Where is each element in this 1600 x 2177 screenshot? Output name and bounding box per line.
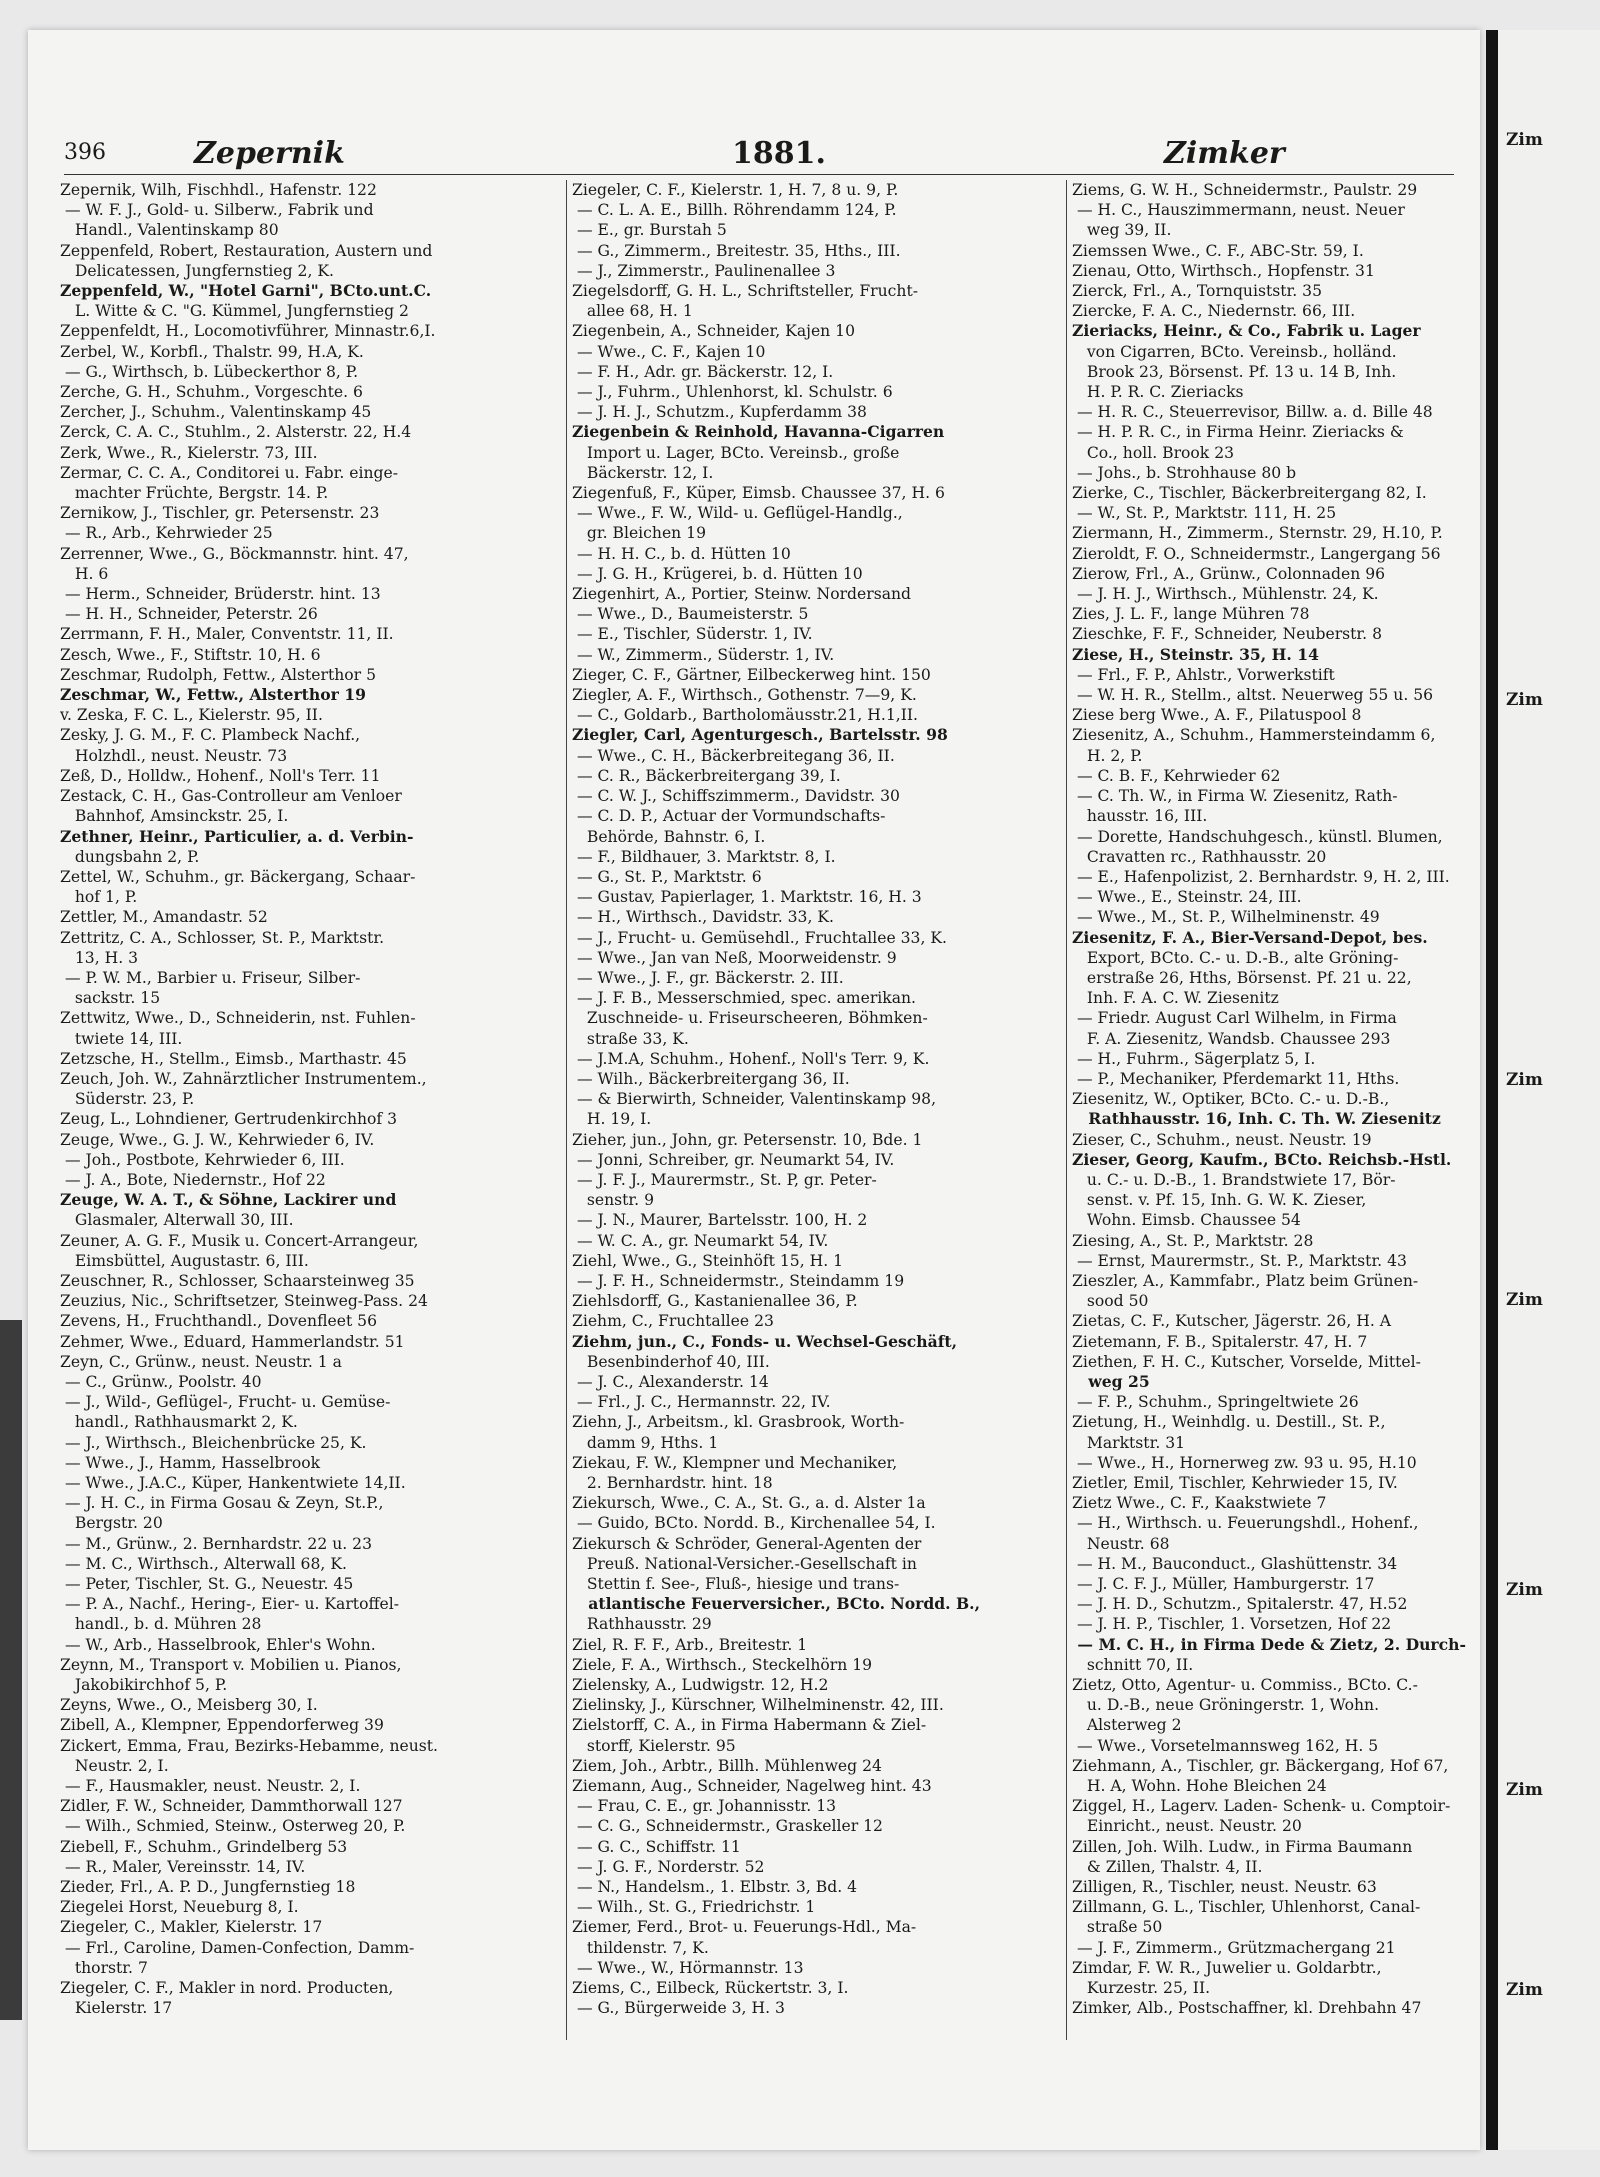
directory-entry-line: Zillmann, G. L., Tischler, Uhlenhorst, Canal- bbox=[1072, 1898, 1421, 1917]
directory-entry-line: — Wwe., H., Hornerweg zw. 93 u. 95, H.10 bbox=[1072, 1453, 1417, 1472]
directory-entry-line: — Wilh., Schmied, Steinw., Osterweg 20, P. bbox=[60, 1817, 406, 1836]
directory-entry-line: Ziethen, F. H. C., Kutscher, Vorselde, Mittel- bbox=[1072, 1352, 1421, 1371]
directory-entry-line: Ziem, Joh., Arbtr., Billh. Mühlenweg 24 bbox=[572, 1756, 882, 1775]
directory-entry-line: — J. C. F. J., Müller, Hamburgerstr. 17 bbox=[1072, 1575, 1375, 1594]
directory-entry-line: H. A, Wohn. Hohe Bleichen 24 bbox=[1072, 1777, 1327, 1796]
directory-entry-line: — Ernst, Maurermstr., St. P., Marktstr. 43 bbox=[1072, 1251, 1407, 1270]
directory-entry-line: — Wwe., J., Hamm, Hasselbrook bbox=[60, 1453, 321, 1472]
directory-entry-line: Kielerstr. 17 bbox=[60, 1999, 173, 2018]
directory-entry-line: H. P. R. C. Zieriacks bbox=[1072, 383, 1244, 402]
directory-entry-line: — W., Zimmerm., Süderstr. 1, IV. bbox=[572, 645, 835, 664]
directory-entry-line: — Wilh., St. G., Friedrichstr. 1 bbox=[572, 1898, 816, 1917]
directory-entry-line: — J. A., Bote, Niedernstr., Hof 22 bbox=[60, 1170, 326, 1189]
directory-entry-line: Zettel, W., Schuhm., gr. Bäckergang, Schaar- bbox=[60, 867, 416, 886]
directory-entry-line: weg 39, II. bbox=[1072, 221, 1172, 240]
next-page-fragment: Zim bbox=[1506, 130, 1543, 150]
directory-entry-line: Zerche, G. H., Schuhm., Vorgeschte. 6 bbox=[60, 383, 363, 402]
directory-entry-line: — C. L. A. E., Billh. Röhrendamm 124, P. bbox=[572, 201, 897, 220]
directory-entry-line: sackstr. 15 bbox=[60, 989, 161, 1008]
directory-entry-line: damm 9, Hths. 1 bbox=[572, 1433, 719, 1452]
directory-entry-line: Inh. F. A. C. W. Ziesenitz bbox=[1072, 989, 1279, 1008]
directory-entry-line: Zernikow, J., Tischler, gr. Petersenstr. 23 bbox=[60, 504, 380, 523]
directory-entry-line: Zerck, C. A. C., Stuhlm., 2. Alsterstr. 22, H.4 bbox=[60, 423, 412, 442]
directory-entry-line: — J.M.A, Schuhm., Hohenf., Noll's Terr. 9, K. bbox=[572, 1049, 930, 1068]
directory-entry-line: Zettritz, C. A., Schlosser, St. P., Marktstr. bbox=[60, 928, 385, 947]
directory-entry-line: Bergstr. 20 bbox=[60, 1514, 163, 1533]
directory-entry-line: Export, BCto. C.- u. D.-B., alte Gröning- bbox=[1072, 948, 1399, 967]
page-number: 396 bbox=[64, 140, 106, 165]
directory-entry-line: Rathhausstr. 29 bbox=[572, 1615, 712, 1634]
directory-entry-line: atlantische Feuerversicher., BCto. Nordd. B., bbox=[572, 1594, 981, 1614]
directory-entry-line: Zestack, C. H., Gas-Controlleur am Venloer bbox=[60, 787, 402, 806]
directory-entry-line: Zietz, Otto, Agentur- u. Commiss., BCto. C.- bbox=[1072, 1676, 1418, 1695]
directory-entry-line: Zieriacks, Heinr., & Co., Fabrik u. Lager bbox=[1072, 321, 1421, 341]
directory-entry-line: — J. H. J., Wirthsch., Mühlenstr. 24, K. bbox=[1072, 585, 1379, 604]
directory-entry-line: Zieser, C., Schuhm., neust. Neustr. 19 bbox=[1072, 1130, 1372, 1149]
directory-entry-line: — J. G. F., Norderstr. 52 bbox=[572, 1857, 765, 1876]
directory-entry-line: Cravatten rc., Rathhausstr. 20 bbox=[1072, 847, 1327, 866]
directory-entry-line: — Frl., J. C., Hermannstr. 22, IV. bbox=[572, 1393, 831, 1412]
directory-entry-line: — Wwe., J.A.C., Küper, Hankentwiete 14,II. bbox=[60, 1474, 406, 1492]
directory-entry-line: Ziercke, F. A. C., Niedernstr. 66, III. bbox=[1072, 302, 1356, 321]
directory-entry-line: — Frl., F. P., Ahlstr., Vorwerkstift bbox=[1072, 665, 1335, 684]
next-page-fragment: Zim bbox=[1506, 1290, 1543, 1310]
directory-entry-line: Zieser, Georg, Kaufm., BCto. Reichsb.-Hstl. bbox=[1072, 1149, 1452, 1169]
directory-entry-line: 2. Bernhardstr. hint. 18 bbox=[572, 1474, 773, 1492]
directory-entry-line: Ziekau, F. W., Klempner und Mechaniker, bbox=[572, 1453, 898, 1472]
directory-entry-line: Ziegler, Carl, Agenturgesch., Bartelsstr. 98 bbox=[572, 725, 948, 745]
directory-entry-line: — W. H. R., Stellm., altst. Neuerweg 55 u. 56 bbox=[1072, 686, 1434, 705]
directory-entry-line: Zeynn, M., Transport v. Mobilien u. Pianos, bbox=[60, 1655, 402, 1674]
directory-entry-line: Süderstr. 23, P. bbox=[60, 1090, 195, 1109]
directory-entry-line: — Wwe., D., Baumeisterstr. 5 bbox=[572, 605, 809, 624]
directory-entry-line: Zeppenfeld, W., "Hotel Garni", BCto.unt.C. bbox=[60, 281, 432, 301]
directory-entry-line: Zetzsche, H., Stellm., Eimsb., Marthastr. 45 bbox=[60, 1049, 407, 1068]
directory-entry-line: erstraße 26, Hths, Börsenst. Pf. 21 u. 22, bbox=[1072, 968, 1412, 987]
directory-entry-line: — J., Frucht- u. Gemüsehdl., Fruchtallee 33, K. bbox=[572, 928, 947, 947]
directory-entry-line: — F. P., Schuhm., Springeltwiete 26 bbox=[1072, 1393, 1359, 1412]
directory-entry-line: Zeyn, C., Grünw., neust. Neustr. 1 a bbox=[60, 1352, 342, 1371]
next-page-fragment: Zim bbox=[1506, 1070, 1543, 1090]
directory-entry-line: Ziekursch, Wwe., C. A., St. G., a. d. Alster 1a bbox=[572, 1494, 926, 1513]
directory-entry-line: Marktstr. 31 bbox=[1072, 1433, 1186, 1452]
directory-entry-line: — Frau, C. E., gr. Johannisstr. 13 bbox=[572, 1797, 837, 1816]
directory-entry-line: Zieder, Frl., A. P. D., Jungfernstieg 18 bbox=[60, 1878, 356, 1897]
directory-entry-line: machter Früchte, Bergstr. 14. P. bbox=[60, 484, 329, 503]
directory-entry-line: — Gustav, Papierlager, 1. Marktstr. 16, H. 3 bbox=[572, 888, 922, 907]
directory-entry-line: Zieschke, F. F., Schneider, Neuberstr. 8 bbox=[1072, 625, 1382, 644]
directory-entry-line: — H., Wirthsch. u. Feuerungshdl., Hohenf., bbox=[1072, 1514, 1419, 1533]
directory-entry-line: Zielinsky, J., Kürschner, Wilhelminenstr. 42, III. bbox=[572, 1696, 944, 1715]
directory-entry-line: Handl., Valentinskamp 80 bbox=[60, 221, 279, 240]
directory-entry-line: v. Zeska, F. C. L., Kielerstr. 95, II. bbox=[60, 706, 323, 725]
page-gutter bbox=[1486, 30, 1498, 2150]
directory-entry-line: Zietz Wwe., C. F., Kaakstwiete 7 bbox=[1072, 1494, 1327, 1513]
directory-entry-line: Zeschmar, Rudolph, Fettw., Alsterthor 5 bbox=[60, 665, 376, 684]
directory-entry-line: Zielensky, A., Ludwigstr. 12, H.2 bbox=[572, 1676, 829, 1695]
directory-entry-line: — J., Fuhrm., Uhlenhorst, kl. Schulstr. 6 bbox=[572, 383, 893, 402]
year-heading: 1881. bbox=[732, 136, 826, 171]
directory-entry-line: Zeuge, Wwe., G. J. W., Kehrwieder 6, IV. bbox=[60, 1130, 375, 1149]
directory-entry-line: — W. F. J., Gold- u. Silberw., Fabrik und bbox=[60, 201, 374, 220]
directory-entry-line: — Wwe., M., St. P., Wilhelminenstr. 49 bbox=[1072, 908, 1380, 927]
next-page-fragment: Zim bbox=[1506, 1580, 1543, 1600]
directory-entry-line: Zieroldt, F. O., Schneidermstr., Langergang 56 bbox=[1072, 544, 1441, 563]
directory-entry-line: Ziemssen Wwe., C. F., ABC-Str. 59, I. bbox=[1072, 241, 1364, 260]
directory-entry-line: — Wwe., C. H., Bäckerbreitegang 36, II. bbox=[572, 746, 895, 765]
directory-entry-line: — C., Goldarb., Bartholomäusstr.21, H.1,II. bbox=[572, 706, 919, 725]
directory-entry-line: Zietas, C. F., Kutscher, Jägerstr. 26, H. A bbox=[1072, 1312, 1392, 1331]
directory-entry-line: Jakobikirchhof 5, P. bbox=[60, 1676, 228, 1695]
directory-entry-line: Zeuge, W. A. T., & Söhne, Lackirer und bbox=[60, 1190, 397, 1210]
left-binding-mark bbox=[0, 1320, 22, 2020]
directory-entry-line: — W., Arb., Hasselbrook, Ehler's Wohn. bbox=[60, 1635, 376, 1654]
directory-entry-line: H. 19, I. bbox=[572, 1110, 652, 1129]
directory-entry-line: Neustr. 2, I. bbox=[60, 1756, 169, 1775]
directory-entry-line: — G., Wirthsch, b. Lübeckerthor 8, P. bbox=[60, 362, 359, 381]
directory-entry-line: — F., Bildhauer, 3. Marktstr. 8, I. bbox=[572, 847, 836, 866]
directory-entry-line: — P., Mechaniker, Pferdemarkt 11, Hths. bbox=[1072, 1069, 1400, 1088]
directory-entry-line: hof 1, P. bbox=[60, 888, 138, 907]
directory-entry-line: Zeppenfeld, Robert, Restauration, Austern und bbox=[60, 241, 433, 260]
directory-entry-line: — J. H. J., Schutzm., Kupferdamm 38 bbox=[572, 403, 867, 422]
directory-entry-line: Ziekursch & Schröder, General-Agenten der bbox=[572, 1534, 922, 1553]
directory-entry-line: dungsbahn 2, P. bbox=[60, 847, 200, 866]
directory-entry-line: Ziegeler, C. F., Makler in nord. Producten, bbox=[60, 1979, 394, 1998]
directory-entry-line: Eimsbüttel, Augustastr. 6, III. bbox=[60, 1251, 309, 1270]
directory-entry-line: — H., Wirthsch., Davidstr. 33, K. bbox=[572, 908, 834, 927]
directory-entry-line: — C. W. J., Schiffszimmerm., Davidstr. 30 bbox=[572, 787, 900, 806]
directory-entry-line: Bahnhof, Amsinckstr. 25, I. bbox=[60, 807, 289, 826]
directory-entry-line: straße 33, K. bbox=[572, 1029, 689, 1048]
right-running-head: Zimker bbox=[1164, 136, 1285, 171]
left-running-head: Zepernik bbox=[194, 136, 345, 171]
directory-entry-line: & Zillen, Thalstr. 4, II. bbox=[1072, 1857, 1263, 1876]
directory-entry-line: Ziesing, A., St. P., Marktstr. 28 bbox=[1072, 1231, 1314, 1250]
directory-entry-line: Zibell, A., Klempner, Eppendorferweg 39 bbox=[60, 1716, 384, 1735]
directory-entry-line: L. Witte & C. "G. Kümmel, Jungfernstieg 2 bbox=[60, 302, 409, 321]
directory-entry-line: storff, Kielerstr. 95 bbox=[572, 1736, 736, 1755]
directory-entry-line: — Peter, Tischler, St. G., Neuestr. 45 bbox=[60, 1575, 354, 1594]
directory-entry-line: Zeppenfeldt, H., Locomotivführer, Minnastr.6,I. bbox=[60, 322, 436, 341]
directory-entry-line: Zienau, Otto, Wirthsch., Hopfenstr. 31 bbox=[1072, 261, 1375, 280]
directory-entry-line: Zesch, Wwe., F., Stiftstr. 10, H. 6 bbox=[60, 645, 321, 664]
directory-entry-line: — C. G., Schneidermstr., Graskeller 12 bbox=[572, 1817, 883, 1836]
directory-entry-line: — J. H. P., Tischler, 1. Vorsetzen, Hof 22 bbox=[1072, 1615, 1392, 1634]
directory-entry-line: — & Bierwirth, Schneider, Valentinskamp 98, bbox=[572, 1090, 937, 1109]
directory-entry-line: Holzhdl., neust. Neustr. 73 bbox=[60, 746, 288, 765]
directory-entry-line: Ziehm, jun., C., Fonds- u. Wechsel-Geschäft, bbox=[572, 1331, 958, 1351]
directory-entry-line: — C., Grünw., Poolstr. 40 bbox=[60, 1372, 262, 1391]
directory-entry-line: Zimker, Alb., Postschaffner, kl. Drehbahn 47 bbox=[1072, 1999, 1422, 2018]
directory-entry-line: Zeuschner, R., Schlosser, Schaarsteinweg 35 bbox=[60, 1271, 415, 1290]
directory-entry-line: Zierke, C., Tischler, Bäckerbreitergang 82, I. bbox=[1072, 484, 1427, 503]
directory-entry-line: Ziese, H., Steinstr. 35, H. 14 bbox=[1072, 644, 1319, 664]
directory-entry-line: handl., Rathhausmarkt 2, K. bbox=[60, 1413, 298, 1432]
directory-entry-line: — C. B. F., Kehrwieder 62 bbox=[1072, 766, 1281, 785]
directory-entry-line: Besenbinderhof 40, III. bbox=[572, 1352, 770, 1371]
directory-entry-line: Preuß. National-Versicher.-Gesellschaft in bbox=[572, 1554, 917, 1573]
directory-entry-line: Zercher, J., Schuhm., Valentinskamp 45 bbox=[60, 403, 372, 422]
directory-entry-line: Ziegelsdorff, G. H. L., Schriftsteller, Frucht- bbox=[572, 282, 918, 301]
directory-entry-line: Zepernik, Wilh, Fischhdl., Hafenstr. 122 bbox=[60, 181, 377, 199]
directory-entry-line: Ziese berg Wwe., A. F., Pilatuspool 8 bbox=[1072, 706, 1362, 725]
directory-entry-line: — Guido, BCto. Nordd. B., Kirchenallee 54, I. bbox=[572, 1514, 936, 1533]
directory-entry-line: von Cigarren, BCto. Vereinsb., holländ. bbox=[1072, 342, 1397, 361]
next-page-fragment: Zim bbox=[1506, 1780, 1543, 1800]
directory-entry-line: — Johs., b. Strohhause 80 b bbox=[1072, 463, 1297, 482]
directory-entry-line: Zieger, C. F., Gärtner, Eilbeckerweg hint. 150 bbox=[572, 665, 931, 684]
directory-entry-line: — H. C., Hauszimmermann, neust. Neuer bbox=[1072, 201, 1405, 220]
column-rule-2 bbox=[1066, 180, 1067, 2040]
directory-entry-line: — M., Grünw., 2. Bernhardstr. 22 u. 23 bbox=[60, 1534, 373, 1553]
directory-entry-line: Ziesenitz, F. A., Bier-Versand-Depot, bes. bbox=[1072, 927, 1428, 947]
directory-entry-line: Zeß, D., Holldw., Hohenf., Noll's Terr. 11 bbox=[60, 766, 381, 785]
directory-entry-line: Zermar, C. C. A., Conditorei u. Fabr. einge- bbox=[60, 463, 398, 482]
directory-entry-line: Ziems, C., Eilbeck, Rückertstr. 3, I. bbox=[572, 1979, 849, 1998]
directory-entry-line: Zuschneide- u. Friseurscheeren, Böhmken- bbox=[572, 1009, 928, 1028]
next-page-fragment: Zim bbox=[1506, 690, 1543, 710]
column-1 bbox=[60, 180, 560, 2018]
directory-entry-line: thorstr. 7 bbox=[60, 1958, 148, 1977]
directory-entry-line: — Wwe., C. F., Kajen 10 bbox=[572, 342, 766, 361]
directory-entry-line: handl., b. d. Mühren 28 bbox=[60, 1615, 262, 1634]
directory-entry-line: straße 50 bbox=[1072, 1918, 1163, 1937]
directory-entry-line: Neustr. 68 bbox=[1072, 1534, 1170, 1553]
directory-entry-line: — Dorette, Handschuhgesch., künstl. Blumen, bbox=[1072, 827, 1443, 846]
directory-entry-line: — Friedr. August Carl Wilhelm, in Firma bbox=[1072, 1009, 1397, 1028]
directory-entry-line: — H., Fuhrm., Sägerplatz 5, I. bbox=[1072, 1049, 1316, 1068]
directory-entry-line: Zerbel, W., Korbfl., Thalstr. 99, H.A, K. bbox=[60, 342, 364, 361]
directory-entry-line: Ziegenbein & Reinhold, Havanna-Cigarren bbox=[572, 422, 945, 442]
directory-entry-line: — W. C. A., gr. Neumarkt 54, IV. bbox=[572, 1231, 829, 1250]
directory-entry-line: Co., holl. Brook 23 bbox=[1072, 443, 1235, 462]
directory-entry-line: — M. C. H., in Firma Dede & Zietz, 2. Durch- bbox=[1072, 1634, 1466, 1654]
directory-entry-line: Zillen, Joh. Wilh. Ludw., in Firma Baumann bbox=[1072, 1837, 1413, 1856]
directory-entry-line: Wohn. Eimsb. Chaussee 54 bbox=[1072, 1211, 1301, 1230]
directory-entry-line: — J., Wild-, Geflügel-, Frucht- u. Gemüse- bbox=[60, 1393, 391, 1412]
directory-entry-line: F. A. Ziesenitz, Wandsb. Chaussee 293 bbox=[1072, 1029, 1391, 1048]
directory-entry-line: Ziebell, F., Schuhm., Grindelberg 53 bbox=[60, 1837, 348, 1856]
directory-entry-line: — P. A., Nachf., Hering-, Eier- u. Kartoffel- bbox=[60, 1595, 400, 1614]
directory-entry-line: u. C.- u. D.-B., 1. Brandstwiete 17, Bör- bbox=[1072, 1170, 1396, 1189]
directory-entry-line: Behörde, Bahnstr. 6, I. bbox=[572, 827, 766, 846]
directory-entry-line: Ziegenfuß, F., Küper, Eimsb. Chaussee 37, H. 6 bbox=[572, 484, 945, 503]
next-page-fragment: Zim bbox=[1506, 1980, 1543, 2000]
directory-entry-line: — H. M., Bauconduct., Glashüttenstr. 34 bbox=[1072, 1554, 1398, 1573]
directory-entry-line: — H. P. R. C., in Firma Heinr. Zieriacks & bbox=[1072, 423, 1404, 442]
directory-entry-line: Zilligen, R., Tischler, neust. Neustr. 63 bbox=[1072, 1878, 1377, 1897]
directory-entry-line: — C. D. P., Actuar der Vormundschafts- bbox=[572, 807, 886, 826]
directory-entry-line: — J. F. B., Messerschmied, spec. amerikan. bbox=[572, 989, 917, 1008]
directory-entry-line: Zesky, J. G. M., F. C. Plambeck Nachf., bbox=[60, 726, 361, 745]
directory-entry-line: — Wilh., Bäckerbreitergang 36, II. bbox=[572, 1069, 850, 1088]
directory-entry-line: — P. W. M., Barbier u. Friseur, Silber- bbox=[60, 968, 361, 987]
directory-entry-line: — E., Hafenpolizist, 2. Bernhardstr. 9, H. 2, III. bbox=[1072, 867, 1450, 886]
directory-entry-line: hausstr. 16, III. bbox=[1072, 807, 1208, 826]
directory-entry-line: thildenstr. 7, K. bbox=[572, 1938, 709, 1957]
directory-entry-line: schnitt 70, II. bbox=[1072, 1655, 1194, 1674]
directory-entry-line: Zietung, H., Weinhdlg. u. Destill., St. P., bbox=[1072, 1413, 1386, 1432]
directory-entry-line: Zierow, Frl., A., Grünw., Colonnaden 96 bbox=[1072, 564, 1386, 583]
directory-entry-line: — Wwe., W., Hörmannstr. 13 bbox=[572, 1958, 804, 1977]
directory-entry-line: Zettwitz, Wwe., D., Schneiderin, nst. Fuhlen- bbox=[60, 1009, 416, 1028]
directory-entry-line: — F., Hausmakler, neust. Neustr. 2, I. bbox=[60, 1777, 361, 1796]
directory-entry-line: — Wwe., F. W., Wild- u. Geflügel-Handlg., bbox=[572, 504, 903, 523]
directory-entry-line: Ziegenhirt, A., Portier, Steinw. Nordersand bbox=[572, 585, 912, 604]
directory-entry-line: Bäckerstr. 12, I. bbox=[572, 463, 714, 482]
directory-entry-line: — J. F. J., Maurermstr., St. P, gr. Peter- bbox=[572, 1170, 877, 1189]
directory-entry-line: Zerrenner, Wwe., G., Böckmannstr. hint. 47, bbox=[60, 544, 409, 563]
directory-entry-line: — Wwe., J. F., gr. Bäckerstr. 2. III. bbox=[572, 968, 844, 987]
directory-entry-line: — J., Wirthsch., Bleichenbrücke 25, K. bbox=[60, 1433, 367, 1452]
directory-entry-line: Ziegenbein, A., Schneider, Kajen 10 bbox=[572, 322, 856, 341]
directory-entry-line: — R., Arb., Kehrwieder 25 bbox=[60, 524, 273, 543]
directory-entry-line: senstr. 9 bbox=[572, 1191, 654, 1210]
directory-entry-line: — H. H., Schneider, Peterstr. 26 bbox=[60, 605, 318, 624]
directory-entry-line: Import u. Lager, BCto. Vereinsb., große bbox=[572, 443, 900, 462]
directory-entry-line: Ziehlsdorff, G., Kastanienallee 36, P. bbox=[572, 1292, 858, 1311]
directory-entry-line: — H. R. C., Steuerrevisor, Billw. a. d. Bille 48 bbox=[1072, 403, 1433, 422]
directory-entry-line: Zeug, L., Lohndiener, Gertrudenkirchhof 3 bbox=[60, 1110, 398, 1129]
directory-entry-line: Zerk, Wwe., R., Kielerstr. 73, III. bbox=[60, 443, 318, 462]
directory-entry-line: Zickert, Emma, Frau, Bezirks-Hebamme, neust. bbox=[60, 1736, 438, 1755]
directory-entry-line: Zieszler, A., Kammfabr., Platz beim Grünen- bbox=[1072, 1271, 1419, 1290]
column-rule-1 bbox=[566, 180, 567, 2040]
directory-entry-line: Ziegeler, C. F., Kielerstr. 1, H. 7, 8 u. 9, P. bbox=[572, 181, 899, 199]
page-header bbox=[64, 136, 1454, 175]
directory-entry-line: Delicatessen, Jungfernstieg 2, K. bbox=[60, 261, 334, 280]
directory-entry-line: Ziele, F. A., Wirthsch., Steckelhörn 19 bbox=[572, 1655, 873, 1674]
directory-entry-line: Ziems, G. W. H., Schneidermstr., Paulstr. 29 bbox=[1072, 181, 1418, 199]
directory-entry-line: Zeschmar, W., Fettw., Alsterthor 19 bbox=[60, 685, 366, 705]
directory-entry-line: Zevens, H., Fruchthandl., Dovenfleet 56 bbox=[60, 1312, 378, 1331]
directory-entry-line: — Jonni, Schreiber, gr. Neumarkt 54, IV. bbox=[572, 1150, 895, 1169]
directory-entry-line: Ziehmann, A., Tischler, gr. Bäckergang, Hof 67, bbox=[1072, 1756, 1449, 1775]
directory-entry-line: Stettin f. See-, Fluß-, hiesige und trans- bbox=[572, 1575, 900, 1594]
directory-entry-line: Zerrmann, F. H., Maler, Conventstr. 11, II. bbox=[60, 625, 394, 644]
directory-entry-line: — F. H., Adr. gr. Bäckerstr. 12, I. bbox=[572, 362, 834, 381]
directory-entry-line: — Frl., Caroline, Damen-Confection, Damm- bbox=[60, 1938, 415, 1957]
directory-entry-line: Ziel, R. F. F., Arb., Breitestr. 1 bbox=[572, 1635, 808, 1654]
directory-entry-line: Zies, J. L. F., lange Mühren 78 bbox=[1072, 605, 1310, 624]
directory-entry-line: — C. R., Bäckerbreitergang 39, I. bbox=[572, 766, 841, 785]
directory-entry-line: — J. F. H., Schneidermstr., Steindamm 19 bbox=[572, 1271, 905, 1290]
directory-entry-line: 13, H. 3 bbox=[60, 948, 139, 967]
directory-entry-line: senst. v. Pf. 15, Inh. G. W. K. Zieser, bbox=[1072, 1191, 1367, 1210]
directory-entry-line: Zehmer, Wwe., Eduard, Hammerlandstr. 51 bbox=[60, 1332, 405, 1351]
directory-entry-line: H. 2, P. bbox=[1072, 746, 1143, 765]
directory-entry-line: — G., St. P., Marktstr. 6 bbox=[572, 867, 762, 886]
directory-entry-line: Zeuzius, Nic., Schriftsetzer, Steinweg-Pass. 24 bbox=[60, 1292, 428, 1311]
directory-entry-line: Ziehm, C., Fruchtallee 23 bbox=[572, 1312, 774, 1331]
directory-entry-line: sood 50 bbox=[1072, 1292, 1149, 1311]
directory-entry-line: Zieher, jun., John, gr. Petersenstr. 10, Bde. 1 bbox=[572, 1130, 923, 1149]
directory-entry-line: Rathhausstr. 16, Inh. C. Th. W. Ziesenitz bbox=[1072, 1109, 1441, 1129]
directory-entry-line: Ziesenitz, W., Optiker, BCto. C.- u. D.-B., bbox=[1072, 1090, 1390, 1109]
directory-entry-line: — C. Th. W., in Firma W. Ziesenitz, Rath- bbox=[1072, 787, 1398, 806]
directory-entry-line: — J. G. H., Krügerei, b. d. Hütten 10 bbox=[572, 564, 863, 583]
directory-entry-line: Ziesenitz, A., Schuhm., Hammersteindamm 6, bbox=[1072, 726, 1436, 745]
directory-entry-line: Zeyns, Wwe., O., Meisberg 30, I. bbox=[60, 1696, 318, 1715]
directory-entry-line: weg 25 bbox=[1072, 1371, 1150, 1391]
directory-entry-line: H. 6 bbox=[60, 564, 109, 583]
adjacent-page-edge bbox=[1498, 30, 1600, 2150]
directory-entry-line: Zietler, Emil, Tischler, Kehrwieder 15, IV. bbox=[1072, 1474, 1398, 1492]
directory-entry-line: gr. Bleichen 19 bbox=[572, 524, 707, 543]
directory-entry-line: Zierck, Frl., A., Tornquiststr. 35 bbox=[1072, 282, 1322, 301]
directory-entry-line: — Wwe., E., Steinstr. 24, III. bbox=[1072, 888, 1302, 907]
directory-entry-line: Ziemann, Aug., Schneider, Nagelweg hint. 43 bbox=[572, 1777, 932, 1796]
directory-entry-line: — J. N., Maurer, Bartelsstr. 100, H. 2 bbox=[572, 1211, 868, 1230]
directory-entry-line: Zielstorff, C. A., in Firma Habermann & Ziel- bbox=[572, 1716, 927, 1735]
directory-entry-line: — J., Zimmerstr., Paulinenallee 3 bbox=[572, 261, 836, 280]
directory-entry-line: twiete 14, III. bbox=[60, 1029, 183, 1048]
directory-entry-line: — R., Maler, Vereinsstr. 14, IV. bbox=[60, 1857, 306, 1876]
directory-entry-line: — E., gr. Burstah 5 bbox=[572, 221, 727, 240]
directory-entry-line: Glasmaler, Alterwall 30, III. bbox=[60, 1211, 294, 1230]
directory-entry-line: Zeuner, A. G. F., Musik u. Concert-Arrangeur, bbox=[60, 1231, 419, 1250]
directory-entry-line: Ziehn, J., Arbeitsm., kl. Grasbrook, Worth- bbox=[572, 1413, 905, 1432]
directory-entry-line: — N., Handelsm., 1. Elbstr. 3, Bd. 4 bbox=[572, 1878, 858, 1897]
directory-entry-line: Brook 23, Börsenst. Pf. 13 u. 14 B, Inh. bbox=[1072, 362, 1397, 381]
directory-entry-line: — G., Bürgerweide 3, H. 3 bbox=[572, 1999, 785, 2018]
directory-entry-line: u. D.-B., neue Gröningerstr. 1, Wohn. bbox=[1072, 1696, 1380, 1715]
directory-entry-line: Zimdar, F. W. R., Juwelier u. Goldarbtr., bbox=[1072, 1958, 1382, 1977]
directory-entry-line: Ziermann, H., Zimmerm., Sternstr. 29, H.10, P. bbox=[1072, 524, 1443, 543]
directory-entry-line: Zethner, Heinr., Particulier, a. d. Verbin- bbox=[60, 826, 414, 846]
directory-entry-line: allee 68, H. 1 bbox=[572, 302, 693, 321]
directory-entry-line: — G., Zimmerm., Breitestr. 35, Hths., III. bbox=[572, 241, 901, 260]
directory-entry-line: — M. C., Wirthsch., Alterwall 68, K. bbox=[60, 1554, 347, 1573]
directory-entry-line: — Herm., Schneider, Brüderstr. hint. 13 bbox=[60, 585, 381, 604]
directory-entry-line: — G. C., Schiffstr. 11 bbox=[572, 1837, 741, 1856]
directory-entry-line: — H. H. C., b. d. Hütten 10 bbox=[572, 544, 791, 563]
directory-entry-line: Ziegelei Horst, Neueburg 8, I. bbox=[60, 1898, 299, 1917]
directory-entry-line: Alsterweg 2 bbox=[1072, 1716, 1182, 1735]
directory-entry-line: Zettler, M., Amandastr. 52 bbox=[60, 908, 268, 927]
directory-entry-line: Ziemer, Ferd., Brot- u. Feuerungs-Hdl., Ma- bbox=[572, 1918, 917, 1937]
directory-entry-line: — E., Tischler, Süderstr. 1, IV. bbox=[572, 625, 813, 644]
directory-entry-line: Ziegler, A. F., Wirthsch., Gothenstr. 7—9, K. bbox=[572, 686, 917, 705]
directory-entry-line: — J. H. C., in Firma Gosau & Zeyn, St.P., bbox=[60, 1494, 384, 1513]
directory-entry-line: Ziegeler, C., Makler, Kielerstr. 17 bbox=[60, 1918, 323, 1937]
directory-entry-line: Ziehl, Wwe., G., Steinhöft 15, H. 1 bbox=[572, 1251, 844, 1270]
directory-entry-line: Einricht., neust. Neustr. 20 bbox=[1072, 1817, 1302, 1836]
directory-entry-line: — Joh., Postbote, Kehrwieder 6, III. bbox=[60, 1150, 345, 1169]
directory-entry-line: Zidler, F. W., Schneider, Dammthorwall 127 bbox=[60, 1797, 403, 1816]
directory-entry-line: Kurzestr. 25, II. bbox=[1072, 1979, 1211, 1998]
directory-entry-line: Ziggel, H., Lagerv. Laden- Schenk- u. Comptoir- bbox=[1072, 1797, 1451, 1816]
column-2 bbox=[572, 180, 1060, 2018]
directory-entry-line: — J. H. D., Schutzm., Spitalerstr. 47, H.52 bbox=[1072, 1595, 1408, 1614]
directory-entry-line: — W., St. P., Marktstr. 111, H. 25 bbox=[1072, 504, 1337, 523]
directory-entry-line: — J. F., Zimmerm., Grützmachergang 21 bbox=[1072, 1938, 1396, 1957]
directory-entry-line: Zietemann, F. B., Spitalerstr. 47, H. 7 bbox=[1072, 1332, 1368, 1351]
directory-entry-line: — J. C., Alexanderstr. 14 bbox=[572, 1372, 769, 1391]
directory-entry-line: — Wwe., Vorsetelmannsweg 162, H. 5 bbox=[1072, 1736, 1379, 1755]
directory-entry-line: — Wwe., Jan van Neß, Moorweidenstr. 9 bbox=[572, 948, 897, 967]
directory-entry-line: Zeuch, Joh. W., Zahnärztlicher Instrumentem., bbox=[60, 1069, 427, 1088]
